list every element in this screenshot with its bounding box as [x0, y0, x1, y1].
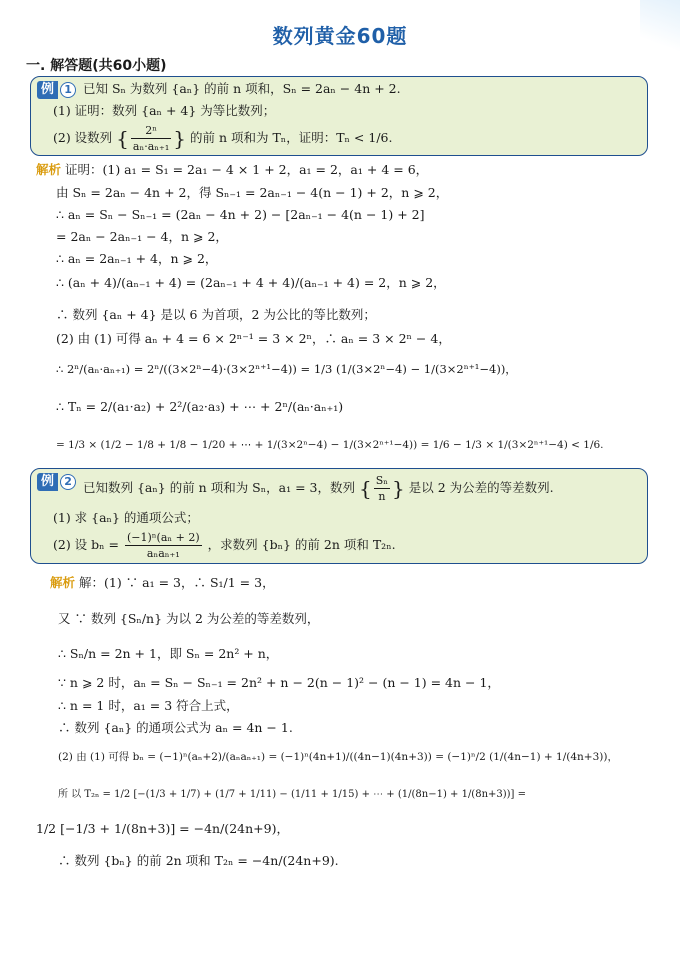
example-tag-text: 例 — [37, 473, 58, 491]
example-2-question-1: (1) 求 {aₙ} 的通项公式； — [53, 510, 199, 525]
solution-2-line-7: (2) 由 (1) 可得 bₙ = (−1)ⁿ(aₙ+2)/(aₙaₙ₊₁) = (−1)ⁿ(4n+1)/((4n−1)(4n+3)) = (−1)ⁿ/2 (1/(4n−1) + 1/(4n+3))， — [58, 751, 618, 763]
example-1-stem: 已知 Sₙ 为数列 {aₙ} 的前 n 项和，Sₙ = 2aₙ − 4n + 2. — [83, 81, 401, 96]
solution-1-line-2: 由 Sₙ = 2aₙ − 4n + 2，得 Sₙ₋₁ = 2aₙ₋₁ − 4(n − 1) + 2，n ⩾ 2， — [56, 185, 449, 200]
q2-fraction: $\frac{\text{2ⁿ}}{\text{aₙ·aₙ₊₁}}$ — [132, 124, 170, 153]
solution-2-line-8: 所 以 T₂ₙ = 1/2 [−(1/3 + 1/7) + (1/7 + 1/11) − (1/11 + 1/15) + ⋯ + (1/(8n−1) + 1/(8n+3))] = — [58, 789, 527, 800]
solution-1-line-5: ∴ aₙ = 2aₙ₋₁ + 4，n ⩾ 2， — [56, 251, 218, 266]
solution-1-line-8: (2) 由 (1) 可得 aₙ + 4 = 6 × 2ⁿ⁻¹ = 3 × 2ⁿ，∴ aₙ = 3 × 2ⁿ − 4， — [56, 331, 451, 346]
q2-prefix: (2) 设数列 — [53, 130, 113, 145]
solution-2-line-5: ∴ n = 1 时，a₁ = 3 符合上式， — [58, 698, 239, 713]
solution-2-line-1: 解析 解：(1) ∵ a₁ = 3，∴ S₁/1 = 3， — [50, 575, 275, 590]
example-tag-number: 2 — [60, 474, 76, 490]
example-1-question-1: (1) 证明：数列 {aₙ + 4} 为等比数列； — [53, 103, 276, 118]
solution-2-line-10: ∴ 数列 {bₙ} 的前 2n 项和 T₂ₙ = −4n/(24n+9). — [58, 853, 339, 868]
page-title: 数列黄金60题 — [272, 24, 408, 48]
example-tag-text: 例 — [37, 81, 58, 99]
solution-1-line-10: ∴ Tₙ = 2/(a₁·a₂) + 2²/(a₂·a₃) + ⋯ + 2ⁿ/(aₙ·aₙ₊₁) — [56, 399, 344, 414]
solution-1-line-4: = 2aₙ − 2aₙ₋₁ − 4，n ⩾ 2， — [56, 229, 228, 244]
solution-2-line-6: ∴ 数列 {aₙ} 的通项公式为 aₙ = 4n − 1. — [58, 720, 293, 735]
example-1-question-2: (2) 设数列 { $\frac{\text{2ⁿ}}{\text{aₙ·aₙ₊₁}}$ } 的前 n 项和为 Tₙ，证明：Tₙ < 1/6. — [53, 124, 393, 153]
example-2-question-2: (2) 设 bₙ = $\frac{\text{(−1)ⁿ(aₙ + 2)}}{\text{aₙaₙ₊₁}}$ ，求数列 {bₙ} 的前 2n 项和 T₂ₙ. — [53, 531, 396, 560]
example-2-box — [30, 468, 648, 564]
example-2-stem: 已知数列 {aₙ} 的前 n 项和为 Sₙ，a₁ = 3，数列 { $\frac{\text{Sₙ}}{n}$ } 是以 2 为公差的等差数列. — [83, 474, 554, 503]
solution-2-line-4: ∵ n ⩾ 2 时，aₙ = Sₙ − Sₙ₋₁ = 2n² + n − 2(n − 1)² − (n − 1) = 4n − 1， — [58, 675, 500, 690]
example-1-box — [30, 76, 648, 156]
solution-1-line-9: ∴ 2ⁿ/(aₙ·aₙ₊₁) = 2ⁿ/((3×2ⁿ−4)·(3×2ⁿ⁺¹−4)) = 1/3 (1/(3×2ⁿ−4) − 1/(3×2ⁿ⁺¹−4))， — [56, 362, 517, 376]
example-2-tag — [37, 473, 76, 491]
solution-2-line-2: 又 ∵ 数列 {Sₙ/n} 为以 2 为公差的等差数列， — [58, 611, 320, 626]
solution-label: 解析 — [50, 575, 76, 590]
stem-fraction: $\frac{\text{Sₙ}}{n}$ — [375, 474, 389, 503]
example-1-tag — [37, 81, 76, 99]
section-heading: 一. 解答题(共60小题) — [26, 58, 167, 74]
solution-1-line-3: ∴ aₙ = Sₙ − Sₙ₋₁ = (2aₙ − 4n + 2) − [2aₙ₋₁ − 4(n − 1) + 2] — [56, 207, 425, 222]
q2-fraction: $\frac{\text{(−1)ⁿ(aₙ + 2)}}{\text{aₙaₙ₊₁}}$ — [127, 531, 200, 560]
solution-1-line-6: ∴ (aₙ + 4)/(aₙ₋₁ + 4) = (2aₙ₋₁ + 4 + 4)/(aₙ₋₁ + 4) = 2，n ⩾ 2， — [56, 275, 446, 290]
q2-suffix: 的前 n 项和为 Tₙ，证明：Tₙ < 1/6. — [189, 130, 393, 145]
solution-label: 解析 — [36, 162, 62, 177]
solution-2-line-9: 1/2 [−1/3 + 1/(8n+3)] = −4n/(24n+9)， — [36, 821, 289, 836]
solution-1-line-7: ∴ 数列 {aₙ + 4} 是以 6 为首项，2 为公比的等比数列； — [56, 307, 376, 322]
example-tag-number: 1 — [60, 82, 76, 98]
solution-1-line-1: 解析 证明：(1) a₁ = S₁ = 2a₁ − 4 × 1 + 2，a₁ = 2，a₁ + 4 = 6， — [36, 162, 429, 177]
solution-2-line-3: ∴ Sₙ/n = 2n + 1，即 Sₙ = 2n² + n， — [58, 646, 279, 661]
solution-1-line-11: = 1/3 × (1/2 − 1/8 + 1/8 − 1/20 + ⋯ + 1/(3×2ⁿ−4) − 1/(3×2ⁿ⁺¹−4)) = 1/6 − 1/3 × 1/(3×2ⁿ⁺¹−4) < 1/6. — [56, 439, 604, 451]
